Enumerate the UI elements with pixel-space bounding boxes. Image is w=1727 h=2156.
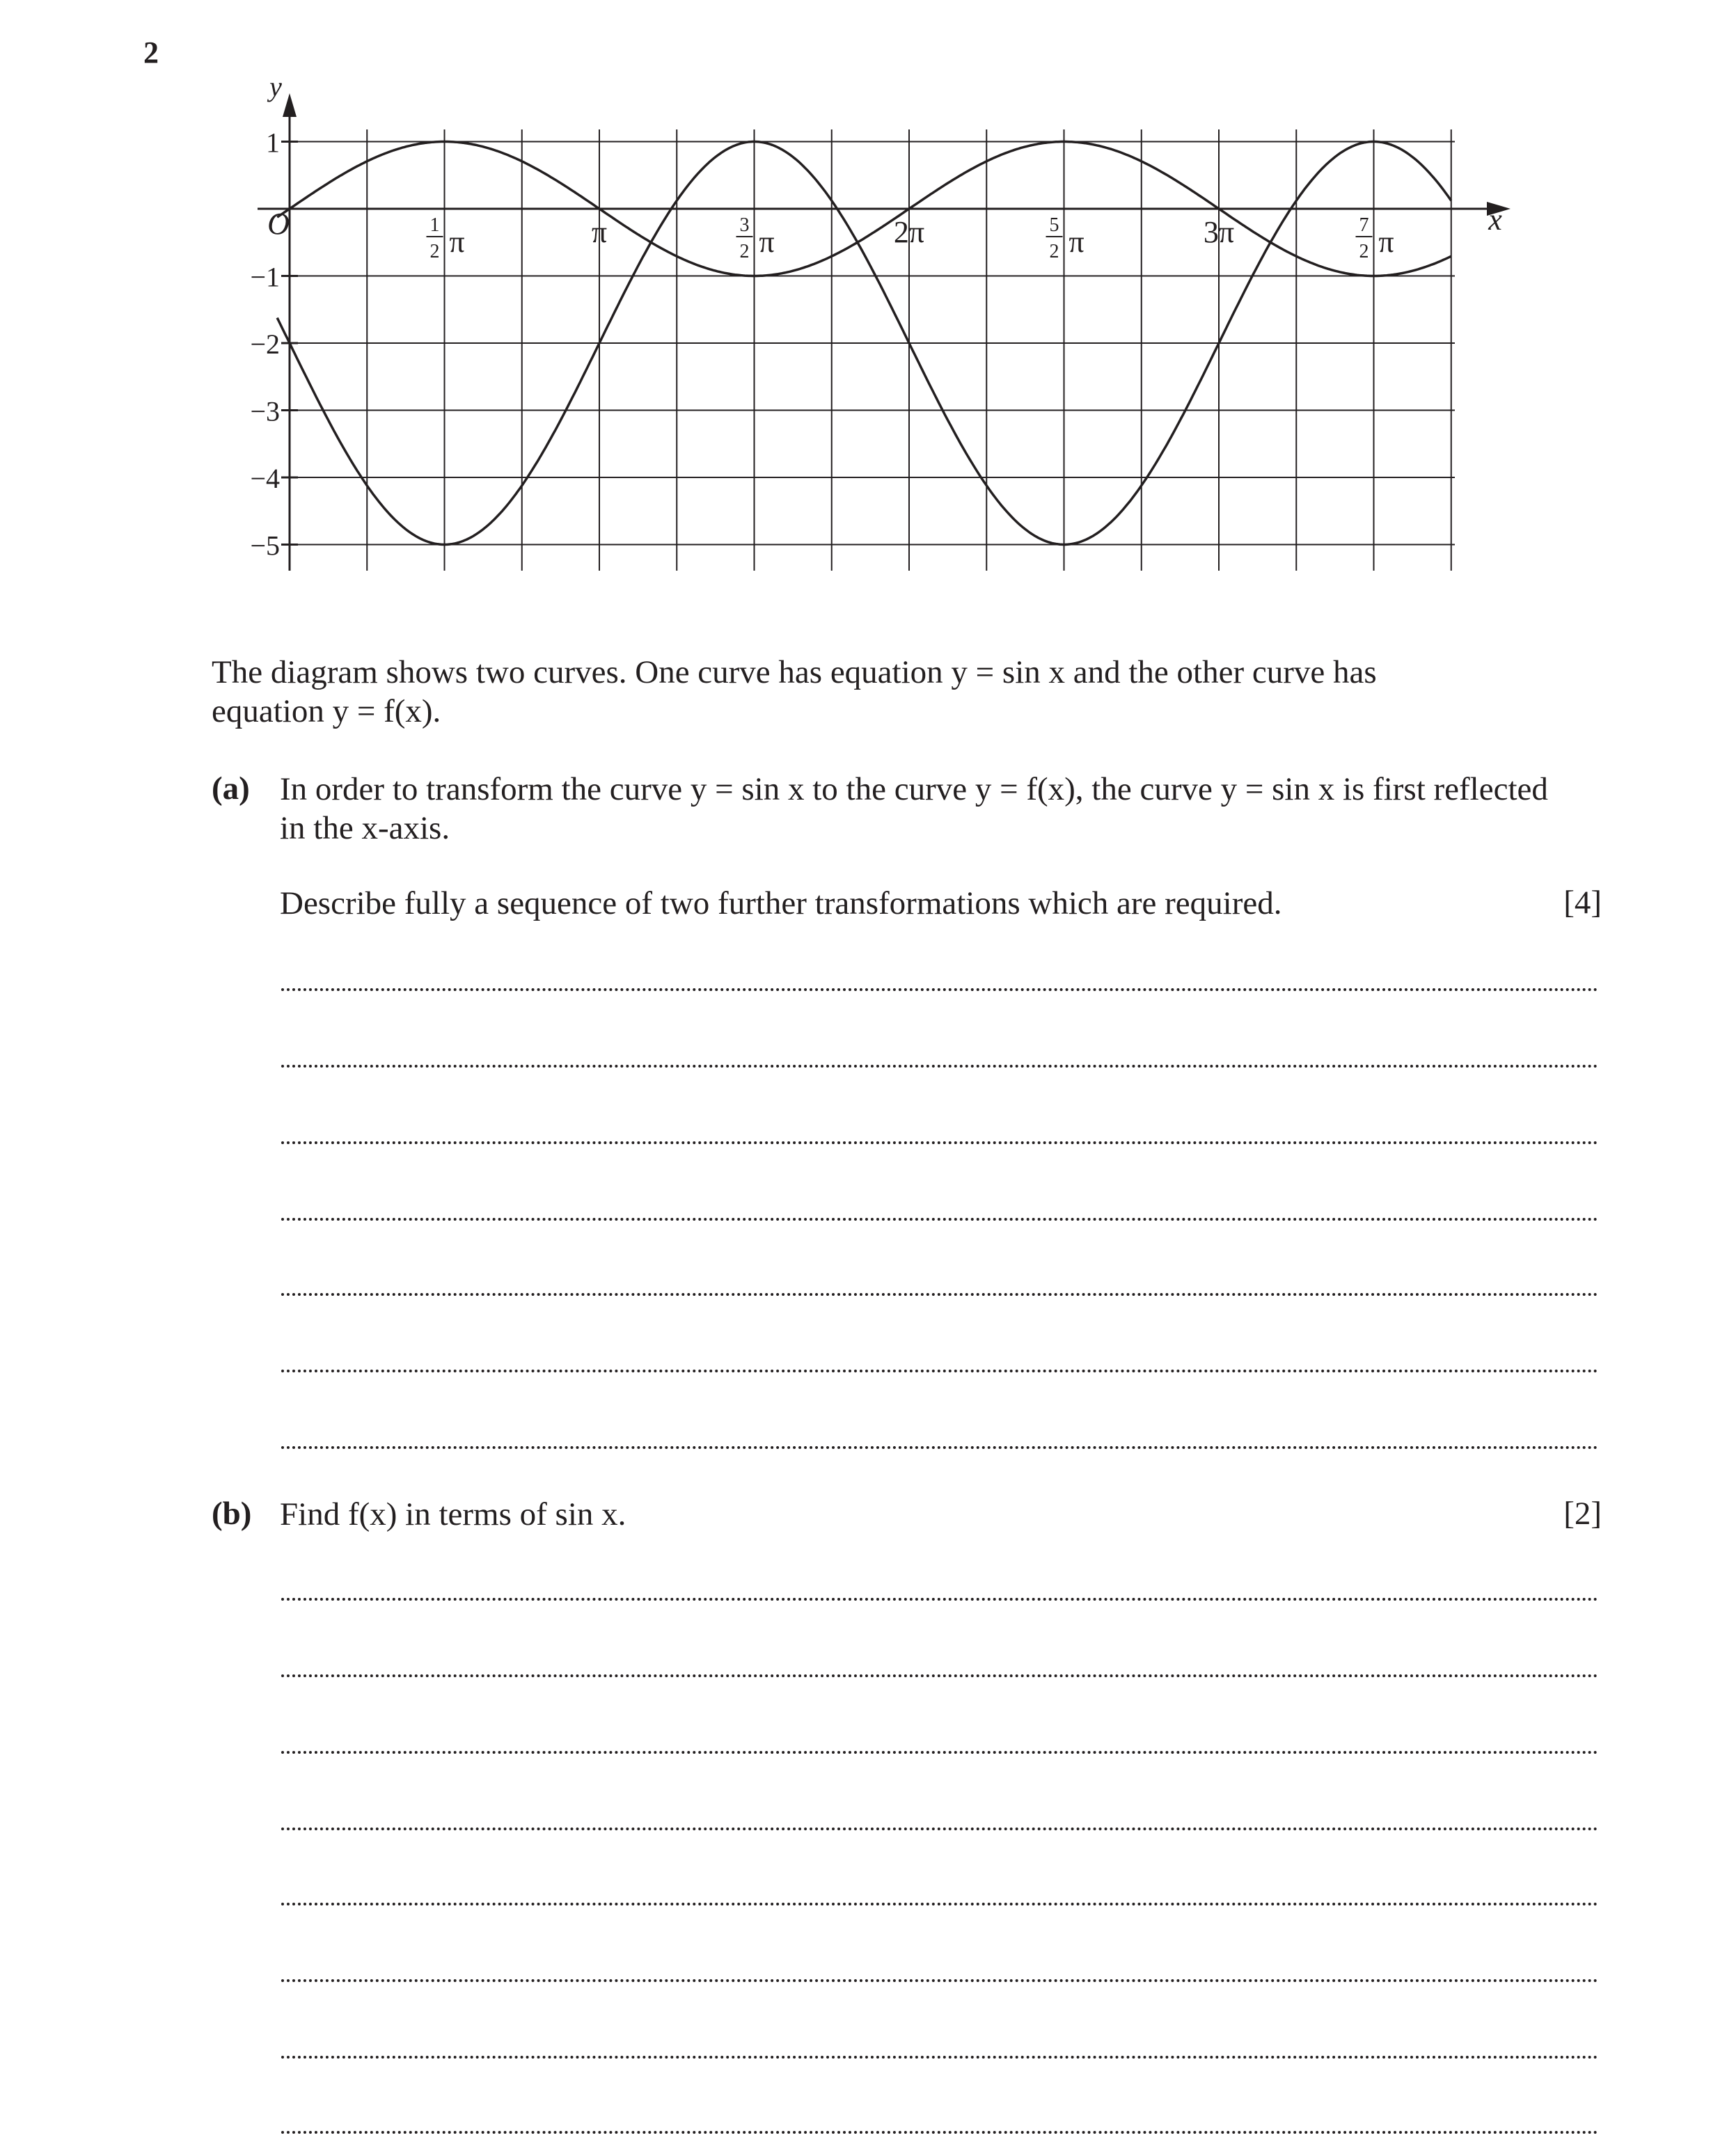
part-b-text: Find f(x) in terms of sin x. (280, 1496, 626, 1532)
intro-line-2: equation y = f(x). (212, 693, 441, 729)
y-tick-label: −1 (250, 261, 280, 293)
x-tick-label-numerator: 1 (429, 214, 440, 236)
x-tick-label: π (449, 225, 465, 259)
x-tick-label-numerator: 5 (1049, 214, 1059, 236)
answer-line[interactable] (281, 1979, 1598, 1982)
axes (258, 93, 1511, 571)
x-tick-label-numerator: 3 (739, 214, 750, 236)
answer-line[interactable] (281, 1903, 1598, 1905)
x-tick-label-denominator: 2 (1049, 241, 1059, 262)
answer-line[interactable] (281, 1598, 1598, 1601)
part-a-instruction: Describe fully a sequence of two further transformations which are required. (280, 885, 1282, 921)
axis-labels (250, 71, 1502, 562)
answer-line[interactable] (281, 1751, 1598, 1754)
part-a-line-1: In order to transform the curve y = sin x to the curve y = f(x), the curve y = sin x is first reflected (280, 771, 1548, 807)
intro-line-1: The diagram shows two curves. One curve has equation y = sin x and the other curve has (212, 654, 1377, 690)
x-tick-label: 3π (1203, 215, 1235, 249)
x-tick-label-denominator: 2 (1359, 241, 1369, 262)
x-tick-label: π (759, 225, 775, 259)
x-tick-label: π (591, 215, 608, 249)
x-tick-label: π (1378, 225, 1394, 259)
page-number: 2 (143, 35, 159, 70)
answer-line[interactable] (281, 988, 1598, 991)
y-axis-label: y (269, 71, 282, 102)
answer-line[interactable] (281, 1065, 1598, 1068)
part-a-line-2: in the x-axis. (280, 810, 450, 846)
graph-diagram (237, 70, 1573, 585)
x-tick-label-numerator: 7 (1359, 214, 1369, 236)
x-tick-label: 2π (893, 215, 925, 249)
part-b-marks: [2] (1563, 1496, 1602, 1532)
answer-line[interactable] (281, 1828, 1598, 1830)
part-a-label: (a) (212, 770, 250, 807)
answer-line[interactable] (281, 2056, 1598, 2059)
answer-line[interactable] (281, 1141, 1598, 1144)
intro-text (212, 653, 1506, 731)
origin-label: O (267, 207, 290, 241)
grid (290, 129, 1455, 571)
y-tick-label: 1 (266, 127, 280, 159)
part-a-marks: [4] (1563, 885, 1602, 921)
y-axis-arrow-icon (283, 93, 297, 117)
part-b-label: (b) (212, 1496, 252, 1532)
answer-line[interactable] (281, 1370, 1598, 1372)
part-a-text (280, 770, 1602, 848)
x-tick-label: π (1068, 225, 1085, 259)
y-tick-label: −3 (250, 395, 280, 427)
answer-line[interactable] (281, 1674, 1598, 1677)
answer-line[interactable] (281, 1218, 1598, 1221)
answer-line[interactable] (281, 1446, 1598, 1449)
x-axis-label: x (1488, 203, 1502, 237)
y-tick-label: −5 (250, 530, 280, 562)
y-tick-label: −2 (250, 328, 280, 360)
answer-line[interactable] (281, 1293, 1598, 1296)
answer-line[interactable] (281, 2131, 1598, 2134)
x-tick-label-denominator: 2 (739, 241, 750, 262)
x-tick-label-denominator: 2 (429, 241, 440, 262)
y-tick-label: −4 (250, 463, 280, 494)
